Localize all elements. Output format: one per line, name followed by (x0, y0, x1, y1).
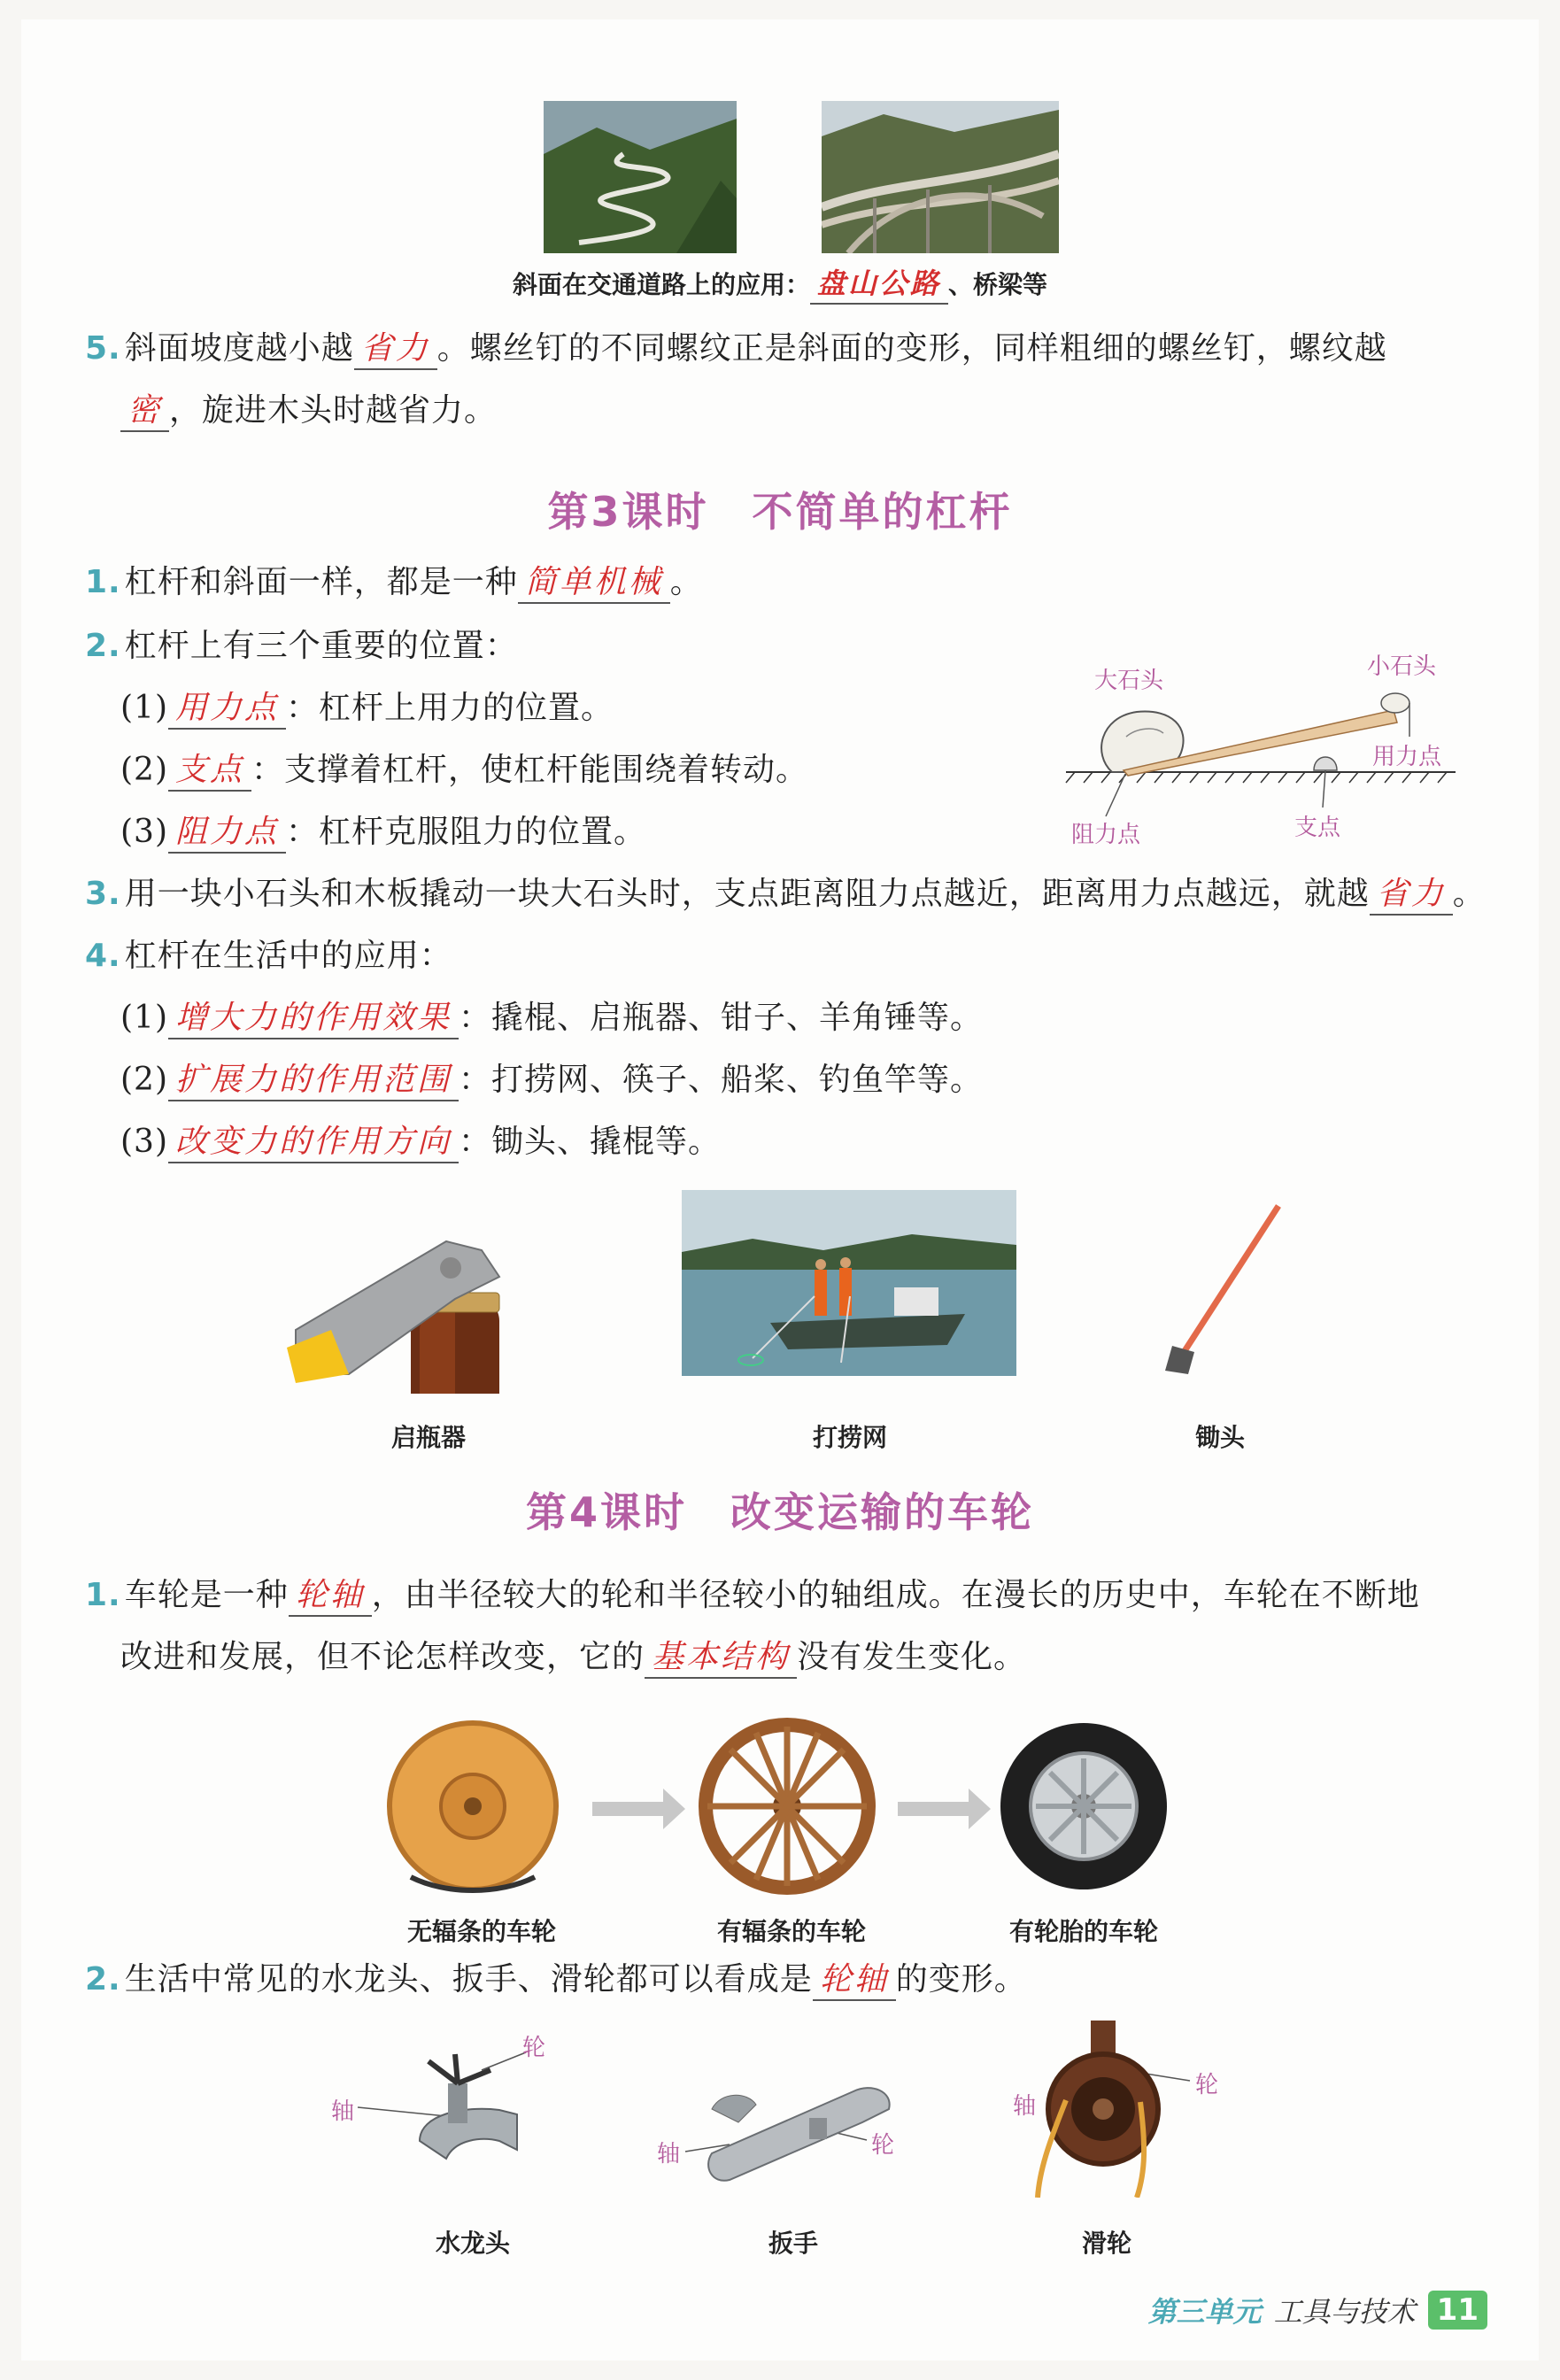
answer-blank: 轮轴 (813, 1960, 896, 2001)
answer-blank: 盘山公路 (810, 264, 948, 305)
l3-q4-item-3: (3) 改变力的作用方向 ：锄头、撬棍等。 (120, 1121, 721, 1163)
l3-question-1: 1. 杠杆和斜面一样，都是一种 简单机械 。 (85, 561, 703, 604)
caption-bottle-opener: 启瓶器 (390, 1423, 466, 1452)
top-caption: 斜面在交通道路上的应用： 盘山公路 、桥梁等 (21, 264, 1539, 305)
hoe-image (1146, 1197, 1296, 1390)
answer-blank: 支点 (168, 751, 251, 792)
caption-wheel-spokes: 有辐条的车轮 (716, 1917, 866, 1946)
l3-question-4: 4. 杠杆在生活中的应用： (85, 938, 452, 974)
faucet-image (331, 2035, 561, 2185)
footer-unit: 第三单元 (1147, 2295, 1262, 2329)
l3-question-3: 3. 用一块小石头和木板撬动一块大石头时，支点距离阻力点越近，距离用力点越远，就越 省力 。 (85, 873, 1486, 916)
answer-blank: 轮轴 (289, 1576, 372, 1617)
lever-diagram (1057, 639, 1482, 861)
label-wheel: 轮 (871, 2132, 895, 2159)
l4-question-1: 1. 车轮是一种 轮轴 ，由半径较大的轮和半径较小的轴组成。在漫长的历史中，车轮在不断地 (85, 1574, 1420, 1617)
l3-q2-item-2: (2) 支点 ：支撑着杠杆，使杠杆能围绕着转动。 (120, 749, 808, 792)
l3-q2-item-3: (3) 阻力点 ：杠杆克服阻力的位置。 (120, 811, 646, 854)
label-resist-point: 阻力点 (1071, 822, 1141, 848)
question-5: 5. 斜面坡度越小越 省力 。螺丝钉的不同螺纹正是斜面的变形，同样粗细的螺丝钉，螺纹越 (85, 328, 1387, 370)
label-fulcrum: 支点 (1294, 815, 1341, 841)
l3-q4-item-1: (1) 增大力的作用效果 ：撬棍、启瓶器、钳子、羊角锤等。 (120, 997, 983, 1039)
label-wheel: 轮 (1195, 2072, 1219, 2098)
answer-blank: 改变力的作用方向 (168, 1123, 459, 1163)
l3-q2-item-1: (1) 用力点 ：杠杆上用力的位置。 (120, 687, 614, 730)
answer-blank: 简单机械 (518, 563, 670, 604)
page (21, 19, 1539, 2361)
mountain-road-photo (544, 101, 737, 253)
caption-faucet: 水龙头 (435, 2229, 510, 2258)
lesson-4-title: 第4课时 改变运输的车轮 (525, 1488, 1034, 1536)
caption-wrench: 扳手 (768, 2229, 818, 2258)
answer-blank: 扩展力的作用范围 (168, 1061, 459, 1101)
caption-pulley: 滑轮 (1081, 2229, 1131, 2258)
label-wheel: 轮 (522, 2035, 546, 2061)
answer-blank: 增大力的作用效果 (168, 999, 459, 1039)
l4-question-1-cont: 改进和发展，但不论怎样改变，它的 基本结构 没有发生变化。 (120, 1636, 1026, 1679)
answer-blank: 基本结构 (645, 1638, 797, 1679)
label-small-stone: 小石头 (1367, 653, 1437, 680)
page-footer (1148, 2290, 1487, 2330)
answer-blank: 密 (120, 391, 169, 432)
wrench-image (657, 2056, 898, 2189)
label-big-stone: 大石头 (1094, 668, 1164, 694)
label-force-point: 用力点 (1372, 744, 1442, 770)
bridge-photo (822, 101, 1059, 253)
lesson-3-title: 第3课时 不简单的杠杆 (547, 488, 1013, 536)
answer-blank: 省力 (1370, 875, 1453, 916)
answer-blank: 省力 (354, 329, 437, 370)
page-number: 11 (1428, 2291, 1487, 2330)
l3-q4-item-2: (2) 扩展力的作用范围 ：打捞网、筷子、船桨、钓鱼竿等。 (120, 1059, 983, 1101)
caption-fishing-net: 打捞网 (812, 1423, 887, 1452)
caption-wheel-tire: 有轮胎的车轮 (1008, 1917, 1158, 1946)
answer-blank: 用力点 (168, 689, 286, 730)
footer-topic: 工具与技术 (1273, 2295, 1416, 2329)
question-5-cont: 密 ，旋进木头时越省力。 (120, 390, 497, 432)
label-axle: 轴 (1013, 2093, 1037, 2120)
l3-question-2: 2. 杠杆上有三个重要的位置： (85, 628, 518, 664)
l4-question-2: 2. 生活中常见的水龙头、扳手、滑轮都可以看成是 轮轴 的变形。 (85, 1959, 1027, 2001)
caption-hoe: 锄头 (1194, 1423, 1245, 1452)
pulley-image (1013, 2021, 1243, 2198)
answer-blank: 阻力点 (168, 813, 286, 854)
wheel-evolution-figure (375, 1718, 1172, 1912)
bottle-opener-image (278, 1197, 570, 1394)
fishing-net-photo (682, 1190, 1016, 1376)
caption-wheel-no-spokes: 无辐条的车轮 (406, 1917, 556, 1946)
label-axle: 轴 (657, 2141, 681, 2168)
label-axle: 轴 (331, 2098, 355, 2125)
